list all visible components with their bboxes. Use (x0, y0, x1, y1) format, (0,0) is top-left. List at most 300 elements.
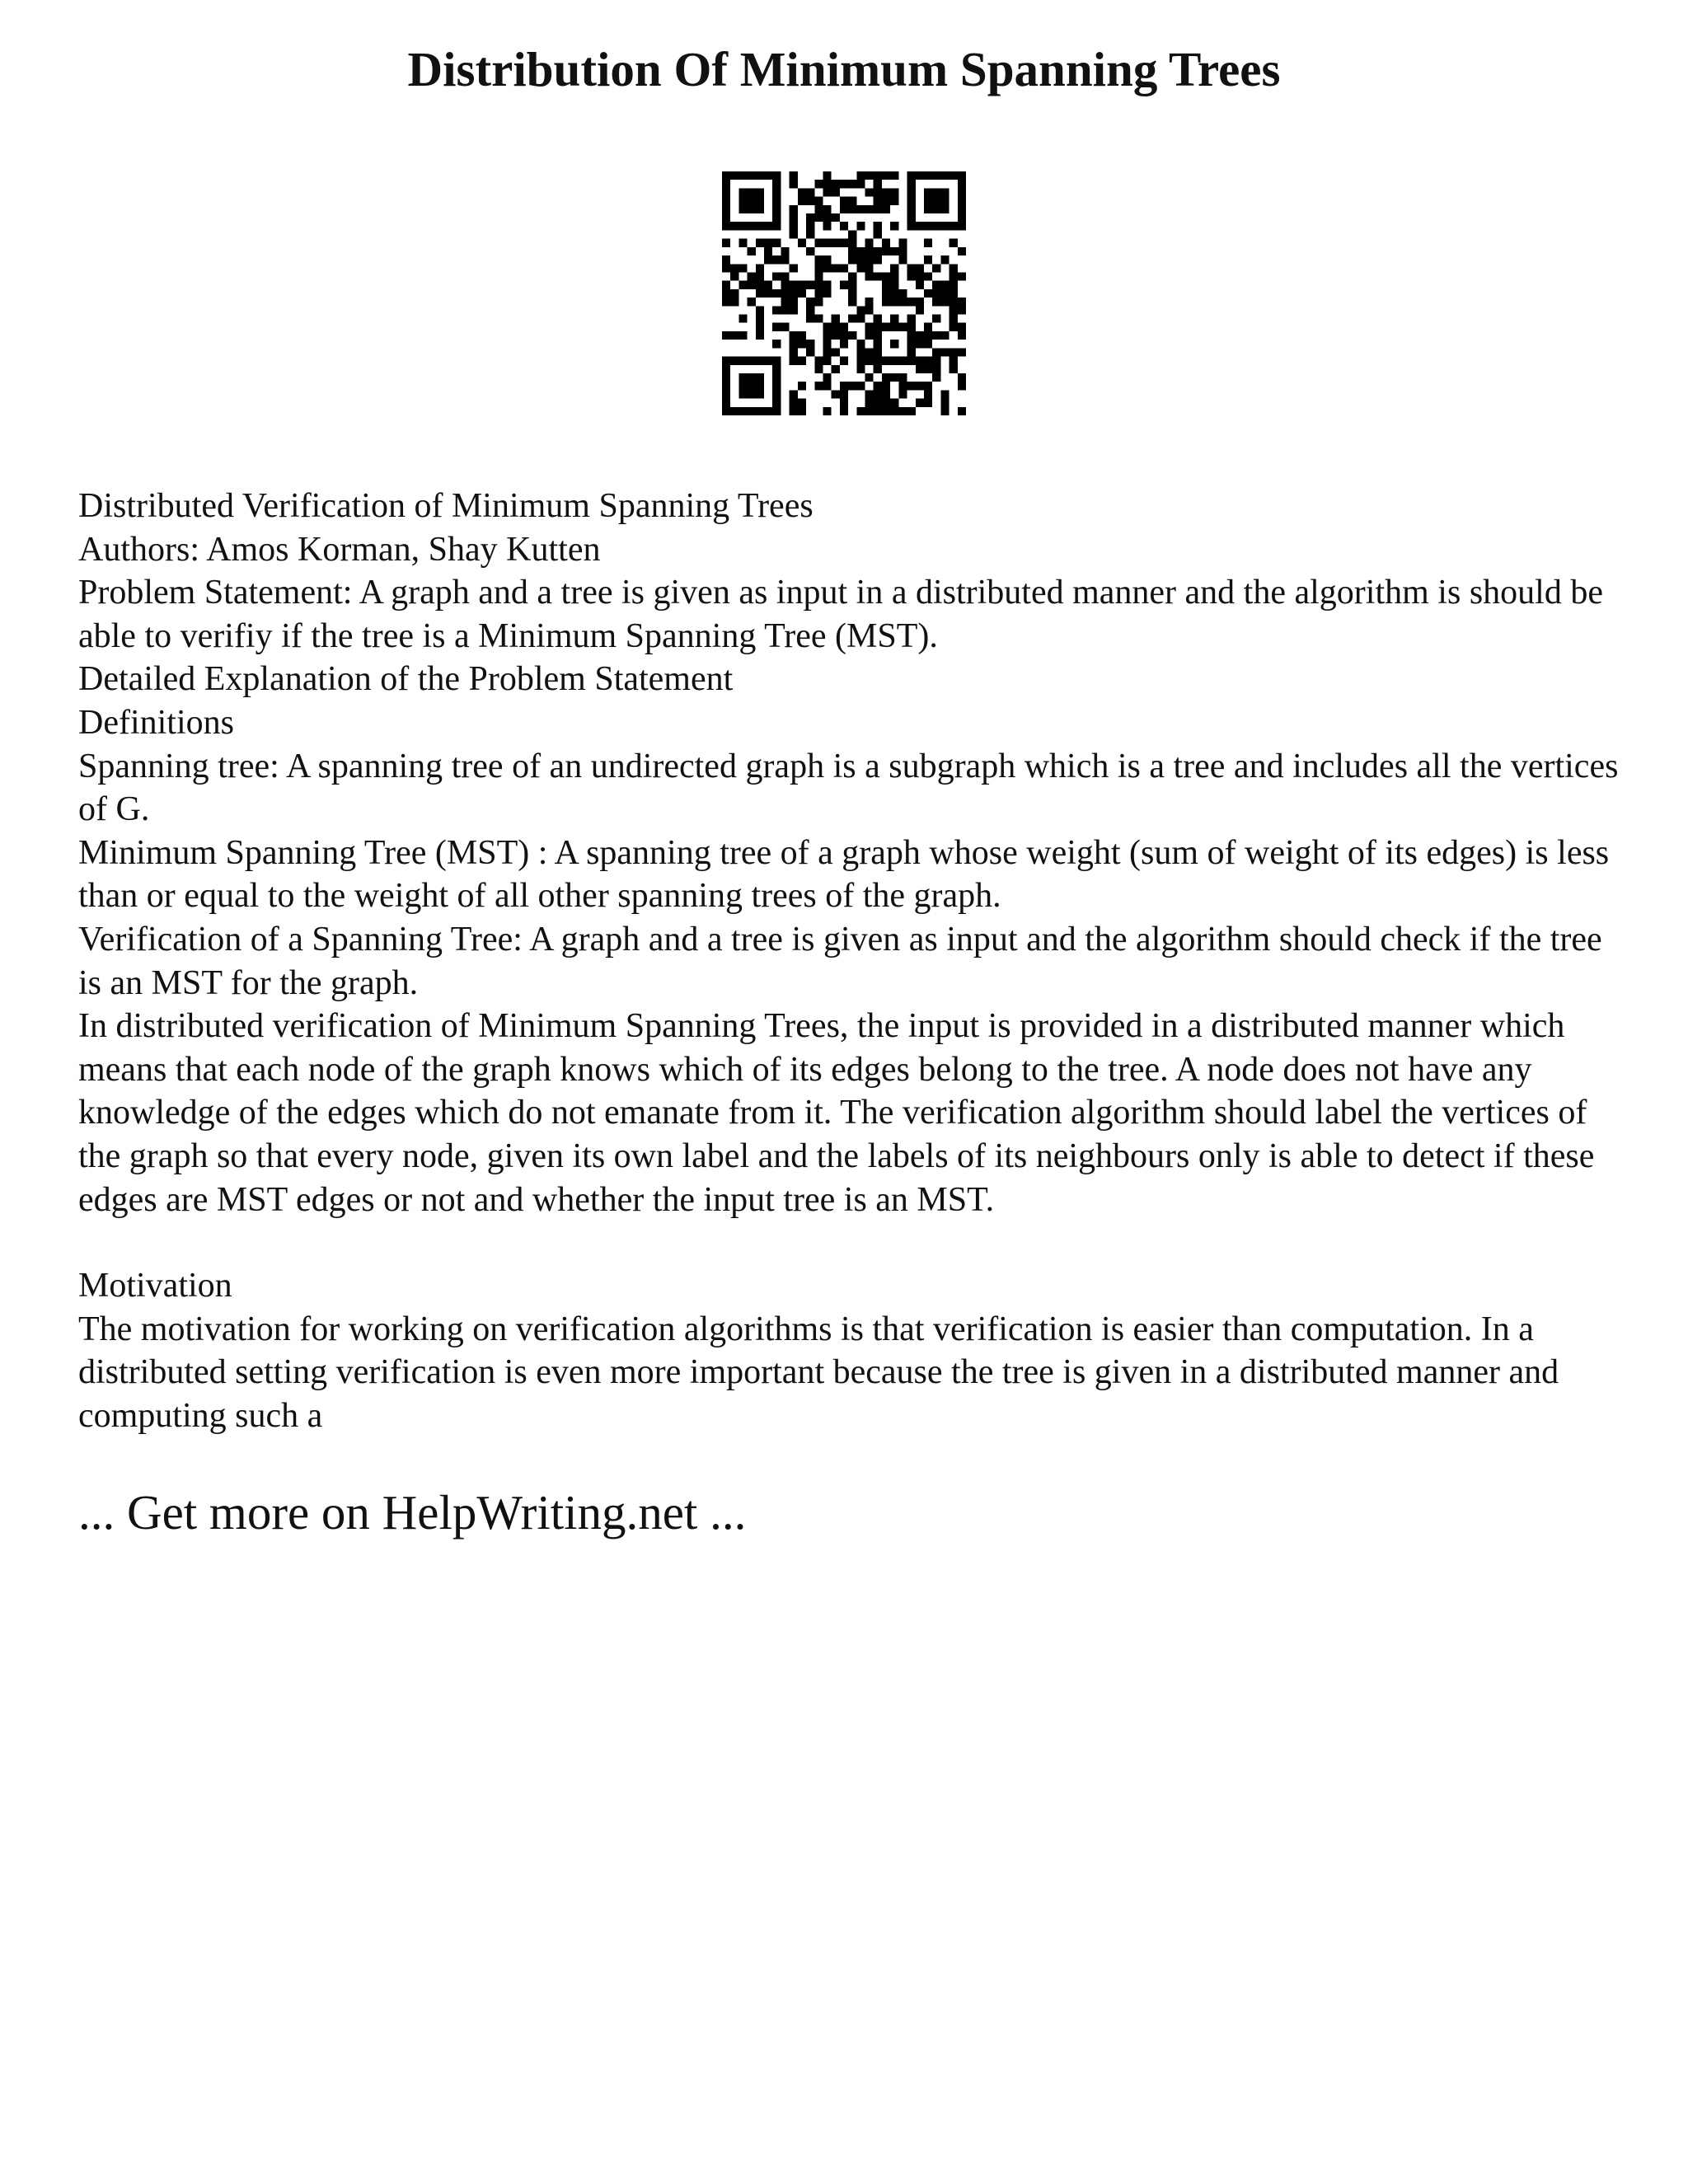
qr-module (882, 298, 890, 306)
qr-module (924, 171, 932, 180)
qr-module (874, 399, 882, 407)
qr-module (738, 357, 747, 365)
qr-module (722, 298, 730, 306)
qr-module (790, 264, 798, 272)
qr-module (840, 390, 848, 398)
qr-module (848, 180, 856, 188)
qr-module (730, 407, 738, 415)
qr-module (772, 197, 781, 205)
qr-module (874, 188, 882, 196)
qr-module (950, 357, 958, 365)
qr-module (748, 197, 756, 205)
qr-module (840, 382, 848, 390)
qr-module (772, 357, 781, 365)
qr-module (856, 315, 865, 323)
qr-module (898, 382, 907, 390)
qr-module (932, 357, 940, 365)
qr-module (856, 264, 865, 272)
definition-spanning-tree: Spanning tree: A spanning tree of an undirected graph is a subgraph which is a tree and includes all the vertices of G. (78, 747, 1619, 829)
qr-module (722, 382, 730, 390)
qr-module (932, 171, 940, 180)
qr-module (950, 323, 958, 331)
qr-module (890, 399, 898, 407)
qr-module (848, 272, 856, 280)
qr-module (898, 298, 907, 306)
qr-module (756, 357, 764, 365)
qr-module (806, 213, 814, 222)
qr-module (940, 298, 949, 306)
qr-module (738, 222, 747, 230)
qr-module (865, 331, 874, 340)
qr-module (738, 281, 747, 289)
qr-module (756, 407, 764, 415)
qr-module (882, 399, 890, 407)
qr-module (722, 255, 730, 264)
qr-module (748, 171, 756, 180)
qr-module (890, 281, 898, 289)
qr-module (882, 390, 890, 398)
qr-module (772, 188, 781, 196)
qr-module (924, 331, 932, 340)
qr-module (932, 197, 940, 205)
qr-module (958, 171, 966, 180)
qr-module (932, 365, 940, 373)
qr-module (856, 255, 865, 264)
qr-module (924, 323, 932, 331)
qr-module (856, 407, 865, 415)
qr-module (958, 348, 966, 356)
qr-module (781, 298, 789, 306)
qr-module (738, 205, 747, 213)
qr-module (874, 331, 882, 340)
qr-module (790, 298, 798, 306)
qr-module (898, 239, 907, 247)
get-more-link[interactable]: ... Get more on HelpWriting.net ... (78, 1485, 747, 1540)
qr-module (790, 222, 798, 230)
qr-module (958, 323, 966, 331)
qr-module (916, 365, 924, 373)
qr-module (823, 255, 831, 264)
qr-module (950, 171, 958, 180)
qr-module (890, 171, 898, 180)
qr-module (865, 323, 874, 331)
qr-module (790, 289, 798, 298)
qr-module (832, 390, 840, 398)
qr-module (950, 306, 958, 314)
qr-module (823, 373, 831, 382)
qr-module (890, 264, 898, 272)
qr-module (874, 180, 882, 188)
qr-module (832, 180, 840, 188)
qr-module (798, 331, 806, 340)
qr-module (890, 373, 898, 382)
qr-module (848, 255, 856, 264)
qr-module (848, 315, 856, 323)
qr-module (916, 171, 924, 180)
qr-module (916, 272, 924, 280)
qr-module (738, 315, 747, 323)
qr-module (764, 281, 772, 289)
qr-module (790, 357, 798, 365)
qr-module (814, 197, 823, 205)
qr-module (738, 373, 747, 382)
qr-module (848, 298, 856, 306)
qr-module (890, 323, 898, 331)
qr-module (865, 239, 874, 247)
qr-module (823, 340, 831, 348)
qr-module (781, 323, 789, 331)
qr-module (814, 255, 823, 264)
qr-module (764, 239, 772, 247)
qr-module (722, 407, 730, 415)
qr-module (874, 407, 882, 415)
qr-module (924, 239, 932, 247)
qr-module (756, 323, 764, 331)
qr-module (958, 382, 966, 390)
qr-module (958, 205, 966, 213)
definition-verification: Verification of a Spanning Tree: A graph and a tree is given as input and the algorithm should check if the tree is an MST for the graph. (78, 920, 1602, 1002)
qr-module (823, 188, 831, 196)
qr-module (932, 373, 940, 382)
qr-module (790, 407, 798, 415)
qr-module (916, 357, 924, 365)
qr-module (898, 373, 907, 382)
qr-module (832, 323, 840, 331)
qr-module (916, 306, 924, 314)
qr-module (907, 188, 916, 196)
qr-module (790, 205, 798, 213)
qr-module (856, 365, 865, 373)
qr-module (790, 230, 798, 238)
qr-module (940, 222, 949, 230)
qr-module (890, 222, 898, 230)
qr-module (823, 281, 831, 289)
qr-module (730, 222, 738, 230)
problem-statement: Problem Statement: A graph and a tree is given as input in a distributed manner and the algorithm is should be able to verifiy if the tree is a Minimum Spanning Tree (MST). (78, 574, 1603, 655)
authors-line: Authors: Amos Korman, Shay Kutten (78, 530, 601, 569)
qr-module (756, 281, 764, 289)
qr-module (916, 264, 924, 272)
qr-module (748, 407, 756, 415)
qr-module (874, 365, 882, 373)
qr-module (865, 357, 874, 365)
qr-module (790, 180, 798, 188)
qr-module (840, 399, 848, 407)
qr-module (722, 213, 730, 222)
qr-module (756, 373, 764, 382)
qr-module (781, 272, 789, 280)
qr-module (840, 205, 848, 213)
qr-module (890, 315, 898, 323)
qr-module (832, 239, 840, 247)
qr-module (814, 264, 823, 272)
qr-module (898, 323, 907, 331)
qr-module (798, 281, 806, 289)
qr-module (958, 180, 966, 188)
qr-module (865, 373, 874, 382)
qr-module (823, 331, 831, 340)
qr-module (924, 188, 932, 196)
document-body (78, 485, 1628, 1437)
qr-module (806, 298, 814, 306)
qr-module (898, 390, 907, 398)
qr-module (882, 357, 890, 365)
qr-module (781, 247, 789, 255)
qr-module (865, 255, 874, 264)
qr-module (823, 222, 831, 230)
qr-module (907, 382, 916, 390)
qr-module (840, 264, 848, 272)
qr-module (856, 205, 865, 213)
qr-module (772, 340, 781, 348)
qr-module (932, 315, 940, 323)
qr-module (924, 357, 932, 365)
qr-module (874, 323, 882, 331)
qr-module (790, 213, 798, 222)
qr-module (832, 331, 840, 340)
qr-module (756, 171, 764, 180)
qr-module (722, 390, 730, 398)
qr-module (932, 205, 940, 213)
qr-module (722, 222, 730, 230)
qr-module (722, 239, 730, 247)
qr-module (848, 247, 856, 255)
qr-module (756, 222, 764, 230)
qr-module (806, 348, 814, 356)
definition-mst: Minimum Spanning Tree (MST) : A spanning tree of a graph whose weight (sum of weight of its edges) is less than or equal to the weight of all other spanning trees of the graph. (78, 833, 1610, 916)
qr-module (748, 298, 756, 306)
qr-module (848, 281, 856, 289)
qr-module (814, 357, 823, 365)
qr-module (865, 407, 874, 415)
qr-module (814, 205, 823, 213)
qr-module (865, 247, 874, 255)
qr-module (738, 197, 747, 205)
qr-module (898, 357, 907, 365)
qr-module (798, 357, 806, 365)
qr-module (806, 230, 814, 238)
qr-module (790, 331, 798, 340)
qr-module (907, 348, 916, 356)
qr-module (865, 188, 874, 196)
qr-module (882, 247, 890, 255)
qr-module (772, 399, 781, 407)
qr-module (722, 399, 730, 407)
qr-module (940, 171, 949, 180)
qr-module (764, 222, 772, 230)
qr-module (890, 357, 898, 365)
definitions-heading: Definitions (78, 703, 234, 742)
qr-module (950, 298, 958, 306)
qr-module (958, 188, 966, 196)
qr-module (890, 197, 898, 205)
qr-module (772, 213, 781, 222)
qr-module (823, 171, 831, 180)
qr-module (940, 289, 949, 298)
qr-module (890, 272, 898, 280)
qr-module (814, 382, 823, 390)
qr-module (748, 222, 756, 230)
qr-module (907, 213, 916, 222)
qr-module (856, 382, 865, 390)
qr-module (748, 373, 756, 382)
qr-module (823, 239, 831, 247)
qr-module (907, 171, 916, 180)
qr-module (748, 390, 756, 398)
qr-module (882, 407, 890, 415)
qr-module (890, 247, 898, 255)
qr-module (814, 239, 823, 247)
qr-module (772, 222, 781, 230)
motivation-paragraph: The motivation for working on verification algorithms is that verification is easier than computation. In a distributed setting verification is even more important because the tree is given in a distributed manner and computing such a (78, 1310, 1559, 1435)
qr-module (798, 289, 806, 298)
qr-module (907, 264, 916, 272)
qr-module (840, 239, 848, 247)
page-title: Distribution Of Minimum Spanning Trees (407, 42, 1281, 96)
qr-module (722, 289, 730, 298)
qr-module (932, 188, 940, 196)
qr-module (907, 180, 916, 188)
qr-module (772, 373, 781, 382)
qr-module (932, 289, 940, 298)
qr-module (832, 188, 840, 196)
qr-module (856, 247, 865, 255)
qr-module (940, 188, 949, 196)
qr-module (924, 272, 932, 280)
qr-module (756, 289, 764, 298)
qr-module (865, 390, 874, 398)
qr-module (772, 239, 781, 247)
qr-module (722, 331, 730, 340)
qr-module (722, 365, 730, 373)
qr-module (856, 348, 865, 356)
qr-module (823, 382, 831, 390)
qr-module (907, 331, 916, 340)
qr-module (916, 331, 924, 340)
qr-module (814, 365, 823, 373)
qr-module (722, 188, 730, 196)
qr-module (907, 407, 916, 415)
qr-module (790, 281, 798, 289)
qr-module (848, 382, 856, 390)
qr-module (865, 298, 874, 306)
qr-module (932, 264, 940, 272)
qr-module (907, 272, 916, 280)
qr-module (940, 331, 949, 340)
qr-module (798, 197, 806, 205)
qr-module (790, 399, 798, 407)
qr-module (907, 298, 916, 306)
qr-module (823, 357, 831, 365)
qr-module (924, 390, 932, 398)
qr-module (722, 171, 730, 180)
qr-module (840, 331, 848, 340)
qr-module (940, 399, 949, 407)
qr-module (924, 197, 932, 205)
qr-module (874, 272, 882, 280)
qr-module (764, 289, 772, 298)
qr-module (772, 289, 781, 298)
qr-module (790, 390, 798, 398)
qr-module (916, 222, 924, 230)
qr-module (890, 407, 898, 415)
qr-module (940, 197, 949, 205)
qr-module (848, 239, 856, 247)
qr-module (865, 348, 874, 356)
qr-module (738, 331, 747, 340)
qr-module (950, 222, 958, 230)
qr-module (814, 272, 823, 280)
qr-module (950, 365, 958, 373)
qr-module (814, 213, 823, 222)
qr-module (772, 171, 781, 180)
qr-module (865, 306, 874, 314)
qr-module (882, 373, 890, 382)
qr-module (748, 281, 756, 289)
motivation-heading: Motivation (78, 1267, 232, 1305)
qr-module (832, 315, 840, 323)
qr-module (924, 289, 932, 298)
qr-module (790, 348, 798, 356)
qr-module (856, 357, 865, 365)
document-heading: Distributed Verification of Minimum Spanning Trees (78, 487, 814, 525)
qr-module (764, 171, 772, 180)
qr-module (958, 222, 966, 230)
qr-module (781, 289, 789, 298)
detailed-explanation-heading: Detailed Explanation of the Problem Statement (78, 660, 734, 699)
qr-module (848, 197, 856, 205)
qr-module (882, 272, 890, 280)
qr-module (722, 357, 730, 365)
qr-module (958, 306, 966, 314)
qr-module (823, 407, 831, 415)
qr-module (940, 205, 949, 213)
qr-module (848, 230, 856, 238)
qr-module (840, 180, 848, 188)
qr-module (772, 407, 781, 415)
qr-module (932, 298, 940, 306)
qr-module (781, 281, 789, 289)
qr-module (874, 205, 882, 213)
qr-module (840, 281, 848, 289)
qr-module (950, 264, 958, 272)
qr-module (940, 281, 949, 289)
qr-module (932, 222, 940, 230)
qr-module (730, 272, 738, 280)
qr-module (756, 315, 764, 323)
qr-module (882, 239, 890, 247)
qr-module (924, 382, 932, 390)
qr-module (823, 348, 831, 356)
qr-module (856, 306, 865, 314)
qr-code-icon[interactable] (722, 171, 966, 415)
qr-module (764, 255, 772, 264)
qr-module (932, 348, 940, 356)
qr-module (840, 222, 848, 230)
qr-module (823, 205, 831, 213)
qr-module (814, 315, 823, 323)
qr-module (907, 315, 916, 323)
qr-module (940, 390, 949, 398)
qr-module (806, 222, 814, 230)
qr-module (832, 365, 840, 373)
qr-module (823, 264, 831, 272)
qr-module (932, 331, 940, 340)
qr-module (722, 197, 730, 205)
qr-module (924, 255, 932, 264)
qr-module (840, 357, 848, 365)
qr-module (940, 255, 949, 264)
